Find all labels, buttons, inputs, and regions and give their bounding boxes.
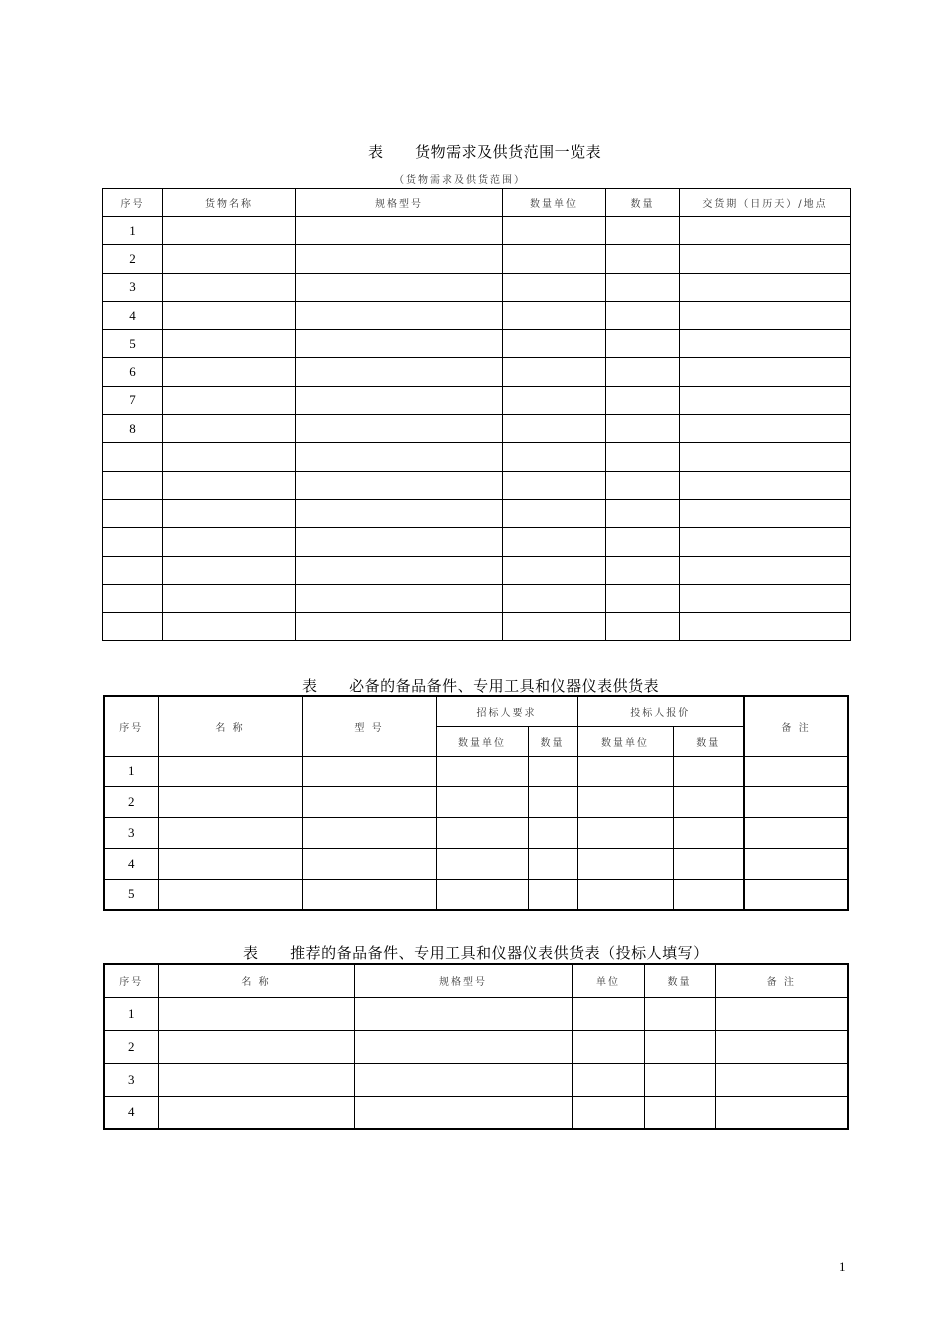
table1-cell <box>503 471 606 499</box>
table2-row-number: 3 <box>104 818 158 849</box>
table1-cell <box>503 443 606 471</box>
table2-row-number: 1 <box>104 756 158 787</box>
table3-cell <box>158 1063 354 1096</box>
table2-cell <box>436 879 528 910</box>
table2-cell <box>673 787 744 818</box>
table2-cell <box>673 818 744 849</box>
table1-cell <box>606 556 680 584</box>
table1-cell <box>163 358 296 386</box>
table3-cell <box>715 1063 848 1096</box>
table3-cell <box>644 1063 715 1096</box>
table1-subtitle: （货物需求及供货范围） <box>394 175 526 186</box>
table3-cell <box>572 1030 644 1063</box>
table1-cell <box>503 330 606 358</box>
table3-cell <box>158 1030 354 1063</box>
table1-cell <box>680 556 851 584</box>
table1-cell <box>680 273 851 301</box>
table2-header-spec: 型 号 <box>302 696 436 756</box>
table1-cell <box>680 415 851 443</box>
table1-row-number <box>103 556 163 584</box>
table3-row <box>104 1096 848 1129</box>
table3-cell <box>158 997 354 1030</box>
table1-cell <box>296 358 503 386</box>
table1-header-cell: 货物名称 <box>163 189 296 217</box>
table2-cell <box>577 818 673 849</box>
table2-row <box>104 787 848 818</box>
table2-cell <box>673 756 744 787</box>
table1-row <box>103 273 851 301</box>
table3-cell <box>572 1063 644 1096</box>
table2-cell <box>744 818 848 849</box>
table2-header-remark: 备 注 <box>744 696 848 756</box>
table2-cell <box>577 879 673 910</box>
table1-row-number: 2 <box>103 245 163 273</box>
table2-header-group-b: 投标人报价 <box>577 696 744 726</box>
table2-title: 表 必备的备品备件、专用工具和仪器仪表供货表 <box>302 677 660 695</box>
table3-cell <box>715 1030 848 1063</box>
table3-cell <box>715 997 848 1030</box>
table1-cell <box>296 330 503 358</box>
table3-header-cell: 序号 <box>104 964 158 997</box>
table1-row <box>103 443 851 471</box>
table1-cell <box>680 386 851 414</box>
table2-header-qty-a: 数量 <box>528 726 577 756</box>
table1-cell <box>606 330 680 358</box>
table1-cell <box>163 584 296 612</box>
table2-cell <box>528 848 577 879</box>
table1-cell <box>296 245 503 273</box>
table1-header-cell: 规格型号 <box>296 189 503 217</box>
table1-cell <box>296 584 503 612</box>
table1-cell <box>680 443 851 471</box>
table3-cell <box>354 1030 572 1063</box>
table2-cell <box>528 818 577 849</box>
table1-row-number: 7 <box>103 386 163 414</box>
table1-cell <box>680 358 851 386</box>
table1-cell <box>163 301 296 329</box>
table1-row <box>103 217 851 245</box>
table1-cell <box>606 613 680 641</box>
table1-cell <box>606 358 680 386</box>
table1-row <box>103 613 851 641</box>
table2-cell <box>436 818 528 849</box>
table1-cell <box>163 415 296 443</box>
table2-row <box>104 879 848 910</box>
table1-cell <box>606 415 680 443</box>
table1-cell <box>680 217 851 245</box>
table1-cell <box>296 415 503 443</box>
table2-cell <box>528 756 577 787</box>
table3-row <box>104 1063 848 1096</box>
table1-row <box>103 301 851 329</box>
table1-cell <box>163 556 296 584</box>
table1-cell <box>296 613 503 641</box>
table1-cell <box>680 613 851 641</box>
table2-cell <box>577 756 673 787</box>
table1-cell <box>296 443 503 471</box>
table1-cell <box>606 386 680 414</box>
table1-cell <box>606 217 680 245</box>
table2-cell <box>436 848 528 879</box>
table1-header-cell: 数量单位 <box>503 189 606 217</box>
table1-cell <box>606 528 680 556</box>
recommended-spares-table <box>103 963 849 1130</box>
table1-row <box>103 330 851 358</box>
table2-cell <box>528 879 577 910</box>
table1-cell <box>503 584 606 612</box>
table2-row-number: 2 <box>104 787 158 818</box>
table3-header-cell: 单位 <box>572 964 644 997</box>
table3-title: 表 推荐的备品备件、专用工具和仪器仪表供货表（投标人填写） <box>243 944 709 962</box>
table3-header-cell: 备 注 <box>715 964 848 997</box>
table1-header-cell: 交货期（日历天）/地点 <box>680 189 851 217</box>
table1-row-number <box>103 584 163 612</box>
table2-row-number: 4 <box>104 848 158 879</box>
table1-header-cell: 序号 <box>103 189 163 217</box>
table2-cell <box>436 787 528 818</box>
table3-cell <box>572 997 644 1030</box>
table2-cell <box>158 848 302 879</box>
table2-header-unit-a: 数量单位 <box>436 726 528 756</box>
table1-row <box>103 386 851 414</box>
table2-cell <box>673 848 744 879</box>
table1-cell <box>296 556 503 584</box>
table1-cell <box>680 528 851 556</box>
table1-cell <box>606 301 680 329</box>
table1-cell <box>296 301 503 329</box>
table3-cell <box>644 1030 715 1063</box>
table2-cell <box>744 787 848 818</box>
table1-row <box>103 499 851 527</box>
table3-header-cell: 数量 <box>644 964 715 997</box>
table2-cell <box>158 756 302 787</box>
table1-row <box>103 471 851 499</box>
table1-row-number: 3 <box>103 273 163 301</box>
table2-cell <box>436 756 528 787</box>
table2-cell <box>158 818 302 849</box>
table2-header-no: 序号 <box>104 696 158 756</box>
table1-row-number <box>103 499 163 527</box>
table2-cell <box>158 879 302 910</box>
table1-row-number <box>103 443 163 471</box>
table3-cell <box>158 1096 354 1129</box>
table1-cell <box>680 471 851 499</box>
table1-row-number: 5 <box>103 330 163 358</box>
table3-header-cell: 规格型号 <box>354 964 572 997</box>
table2-cell <box>302 879 436 910</box>
table2-header-qty-b: 数量 <box>673 726 744 756</box>
table2-cell <box>744 756 848 787</box>
table1-cell <box>163 330 296 358</box>
table2-row-number: 5 <box>104 879 158 910</box>
table2-cell <box>673 879 744 910</box>
table1-cell <box>163 386 296 414</box>
table1-row-number: 4 <box>103 301 163 329</box>
table2-cell <box>302 787 436 818</box>
table1-cell <box>163 613 296 641</box>
table2-cell <box>744 879 848 910</box>
table1-cell <box>296 217 503 245</box>
table3-row-number: 4 <box>104 1096 158 1129</box>
table2-cell <box>528 787 577 818</box>
required-spares-table <box>103 695 849 911</box>
table1-cell <box>606 499 680 527</box>
table3-cell <box>572 1096 644 1129</box>
table1-row <box>103 415 851 443</box>
table3-cell <box>644 997 715 1030</box>
table1-row-number <box>103 471 163 499</box>
table1-title: 表 货物需求及供货范围一览表 <box>368 143 602 161</box>
table1-cell <box>503 301 606 329</box>
table3-row <box>104 1030 848 1063</box>
table1-cell <box>680 330 851 358</box>
table2-header-name: 名 称 <box>158 696 302 756</box>
table1-row <box>103 245 851 273</box>
table2-cell <box>158 787 302 818</box>
table1-row-number <box>103 613 163 641</box>
table1-cell <box>503 556 606 584</box>
table1-cell <box>503 245 606 273</box>
table1-cell <box>296 273 503 301</box>
table1-cell <box>680 245 851 273</box>
table1-cell <box>296 386 503 414</box>
table1-cell <box>606 443 680 471</box>
table1-cell <box>680 499 851 527</box>
table1-cell <box>503 499 606 527</box>
table1-cell <box>163 499 296 527</box>
table1-row <box>103 584 851 612</box>
table3-cell <box>354 997 572 1030</box>
table1-cell <box>606 273 680 301</box>
table1-cell <box>296 528 503 556</box>
table3-header-cell: 名 称 <box>158 964 354 997</box>
table1-header-cell: 数量 <box>606 189 680 217</box>
table1-cell <box>606 584 680 612</box>
table1-cell <box>503 217 606 245</box>
table3-cell <box>354 1063 572 1096</box>
table1-row <box>103 358 851 386</box>
table1-cell <box>163 217 296 245</box>
table2-cell <box>744 848 848 879</box>
table1-cell <box>503 273 606 301</box>
table1-cell <box>296 499 503 527</box>
table2-cell <box>577 848 673 879</box>
table1-cell <box>296 471 503 499</box>
table3-row-number: 3 <box>104 1063 158 1096</box>
table2-cell <box>577 787 673 818</box>
table2-cell <box>302 818 436 849</box>
table1-row-number <box>103 528 163 556</box>
table2-header-unit-b: 数量单位 <box>577 726 673 756</box>
table1-row <box>103 528 851 556</box>
table1-cell <box>163 245 296 273</box>
goods-demand-table <box>102 188 851 641</box>
table3-cell <box>644 1096 715 1129</box>
table2-cell <box>302 756 436 787</box>
table1-cell <box>503 613 606 641</box>
table1-cell <box>606 471 680 499</box>
table3-cell <box>354 1096 572 1129</box>
table2-cell <box>302 848 436 879</box>
table3-cell <box>715 1096 848 1129</box>
table1-cell <box>163 528 296 556</box>
table1-row-number: 6 <box>103 358 163 386</box>
table3-header-row <box>104 964 848 997</box>
table1-row-number: 8 <box>103 415 163 443</box>
table1-cell <box>680 301 851 329</box>
table1-cell <box>163 273 296 301</box>
table2-header-group-a: 招标人要求 <box>436 696 577 726</box>
table1-cell <box>503 386 606 414</box>
table2-row <box>104 848 848 879</box>
table1-cell <box>606 245 680 273</box>
table1-cell <box>680 584 851 612</box>
table3-row <box>104 997 848 1030</box>
table1-row-number: 1 <box>103 217 163 245</box>
table2-row <box>104 818 848 849</box>
table3-row-number: 2 <box>104 1030 158 1063</box>
table3-row-number: 1 <box>104 997 158 1030</box>
table1-cell <box>503 358 606 386</box>
table1-header-row <box>103 189 851 217</box>
page-number: 1 <box>839 1259 846 1274</box>
table1-row <box>103 556 851 584</box>
table1-cell <box>163 443 296 471</box>
table2-row <box>104 756 848 787</box>
table1-cell <box>503 528 606 556</box>
table1-cell <box>163 471 296 499</box>
table1-cell <box>503 415 606 443</box>
table2-header-row <box>104 696 848 726</box>
